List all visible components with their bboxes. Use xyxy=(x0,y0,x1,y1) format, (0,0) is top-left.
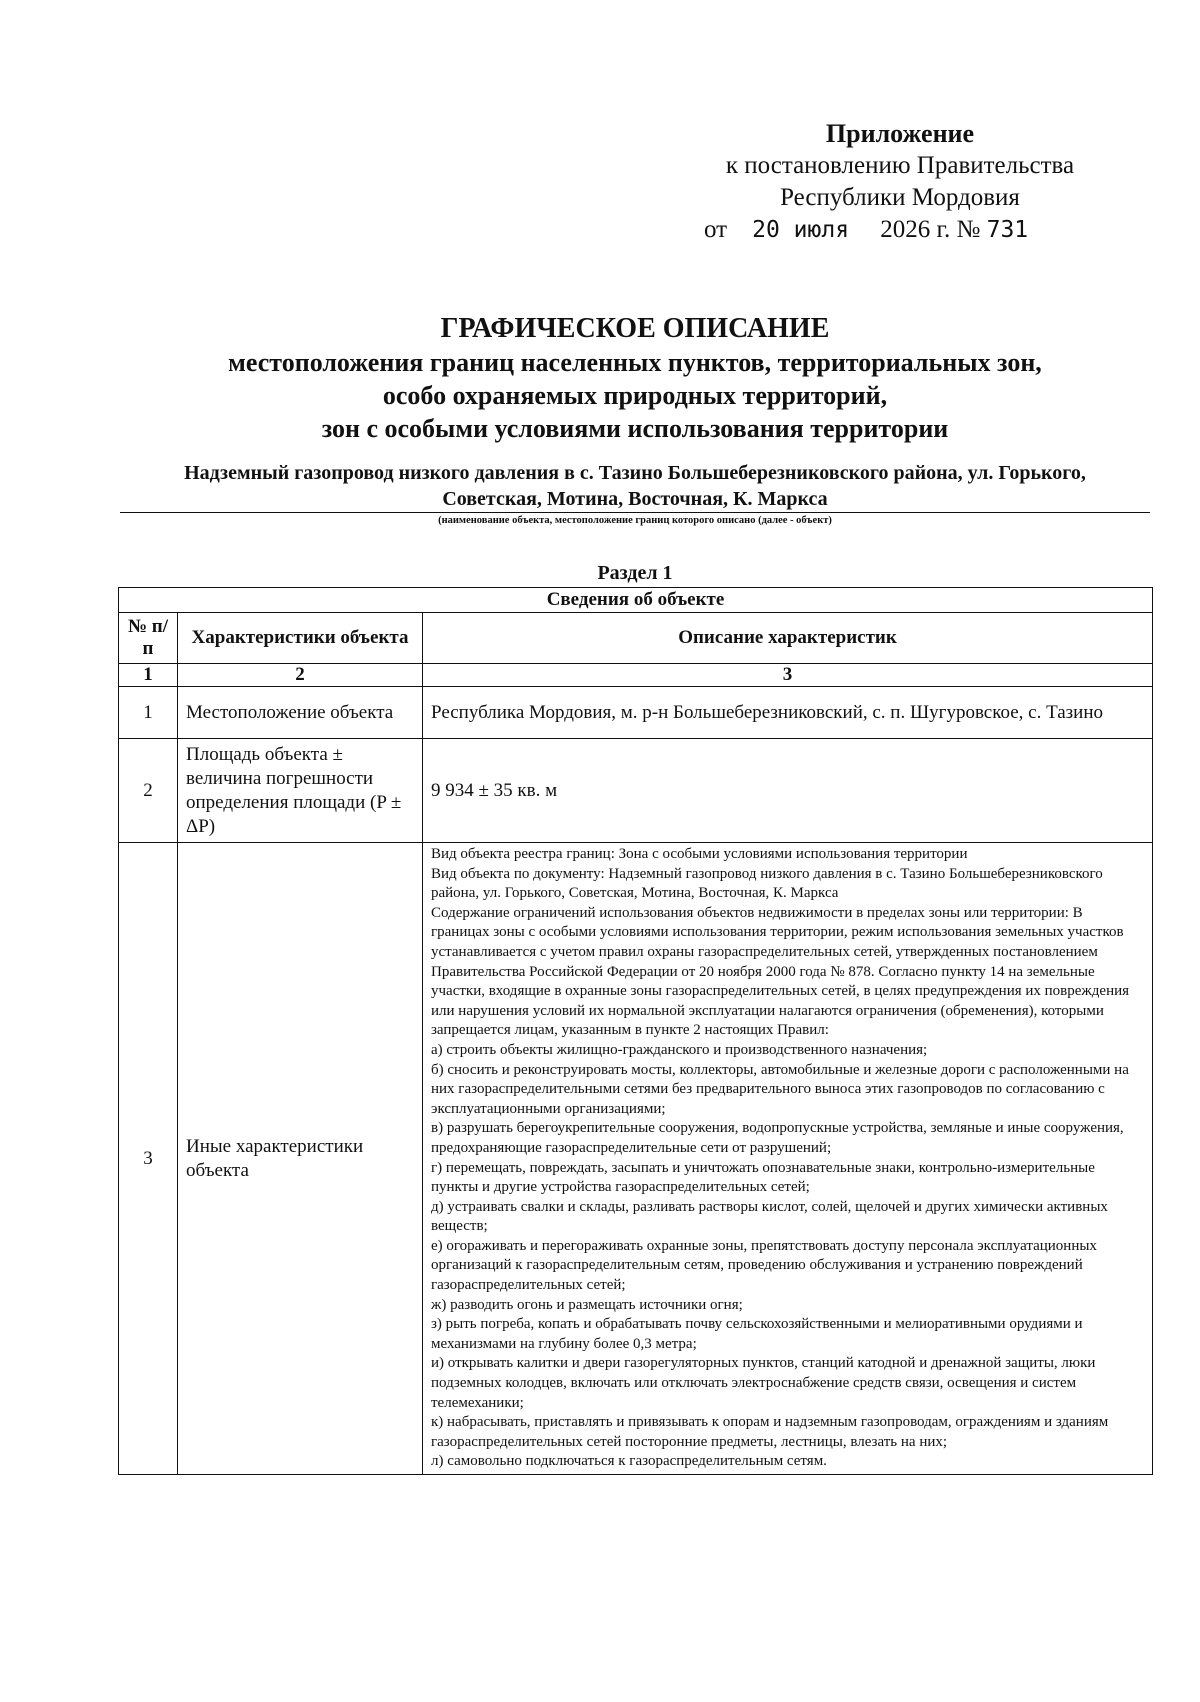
object-caption: (наименование объекта, местоположение границ которого описано (далее - объект) xyxy=(438,515,832,526)
heading-line-2: особо охраняемых природных территорий, xyxy=(382,381,888,410)
description-line: г) перемещать, повреждать, засыпать и уничтожать опознавательные знаки, контрольно-измерительные пункты и другие устройства газораспределительных сетей; xyxy=(431,1159,1095,1196)
description-line: б) сносить и реконструировать мосты, коллекторы, автомобильные и железные дороги с расположенными на них газораспределительными сетями без предварительного выноса этих газопроводов по согласованию с эксплуатационными организациями; xyxy=(431,1061,1129,1117)
row-number: 2 xyxy=(119,739,178,843)
annex-title: Приложение xyxy=(825,119,975,148)
row-characteristic: Иные характеристики объекта xyxy=(178,843,423,1475)
table-row xyxy=(119,687,1153,739)
annex-line-1: к постановлению Правительства xyxy=(725,152,1075,179)
description-line: ж) разводить огонь и размещать источники огня; xyxy=(431,1296,743,1313)
object-name-line-1: Надземный газопровод низкого давления в с. Тазино Большеберезниковского района, ул. Горького, xyxy=(184,462,1086,484)
heading-line-3: зон с особыми условиями использования территории xyxy=(321,414,949,443)
column-number-1: 1 xyxy=(119,664,178,687)
heading-title: ГРАФИЧЕСКОЕ ОПИСАНИЕ xyxy=(440,313,830,344)
annex-year: 2026 г. № xyxy=(880,216,981,243)
section-title: Раздел 1 xyxy=(597,562,673,584)
row-characteristic: Площадь объекта ± величина погрешности определения площади (P ± ΔP) xyxy=(178,739,423,843)
row-number: 1 xyxy=(119,687,178,739)
row-description: Республика Мордовия, м. р-н Большеберезниковский, с. п. Шугуровское, с. Тазино xyxy=(423,687,1153,739)
heading-line-1: местоположения границ населенных пунктов, территориальных зон, xyxy=(228,348,1042,377)
column-number-3: 3 xyxy=(423,664,1153,687)
table-caption-row xyxy=(119,588,1153,613)
description-line: е) огораживать и перегораживать охранные зоны, препятствовать доступу персонала эксплуатационных организаций к газораспределительным сетям, проведению обслуживания и устранению повреждений газораспределительных сетей; xyxy=(431,1237,1097,1294)
table-row xyxy=(119,739,1153,843)
column-number-row xyxy=(119,664,1153,687)
column-number-2: 2 xyxy=(178,664,423,687)
description-line: а) строить объекты жилищно-гражданского и производственного назначения; xyxy=(431,1041,928,1058)
object-info-table xyxy=(118,587,1153,1475)
annex-date-prefix: от xyxy=(704,216,728,243)
table-header-row xyxy=(119,613,1153,664)
description-line: и) открывать калитки и двери газорегуляторных пунктов, станций катодной и дренажной защиты, люки подземных колодцев, включать или отключать электроснабжение средств связи, освещения и систем телемеханики; xyxy=(431,1355,1096,1411)
table-row xyxy=(119,843,1153,1475)
header-characteristic: Характеристики объекта xyxy=(178,613,423,664)
header-description: Описание характеристик xyxy=(423,613,1153,664)
annex-date: 20 июля xyxy=(752,217,850,243)
row-characteristic: Местоположение объекта xyxy=(178,687,423,739)
document-heading xyxy=(120,312,1150,445)
header-no: № п/п xyxy=(119,613,178,664)
row-description: 9 934 ± 35 кв. м xyxy=(423,739,1153,843)
object-name-line-2: Советская, Мотина, Восточная, К. Маркса xyxy=(442,488,828,510)
description-line: Вид объекта реестра границ: Зона с особыми условиями использования территории xyxy=(431,846,968,862)
row-description-list xyxy=(423,843,1153,1475)
description-line: з) рыть погреба, копать и обрабатывать почву сельскохозяйственными и мелиоративными орудиями и механизмами на глубину более 0,3 метра; xyxy=(431,1316,1083,1352)
row-number: 3 xyxy=(119,843,178,1475)
description-line: л) самовольно подключаться к газораспределительным сетям. xyxy=(431,1453,827,1470)
description-line: к) набрасывать, приставлять и привязывать к опорам и надземным газопроводам, ограждениям и зданиям газораспределительных сетей посторонние предметы, лестницы, влезать на них; xyxy=(431,1414,1109,1450)
annex-date-line xyxy=(690,214,1110,246)
table-caption: Сведения об объекте xyxy=(119,588,1153,613)
annex-block xyxy=(690,118,1110,246)
annex-line-2: Республики Мордовия xyxy=(780,184,1020,211)
description-line: Содержание ограничений использования объектов недвижимости в пределах зоны или территории: В границах зоны с особыми условиями использования территории, режим использования земельных участков устанавливается с учетом правил охраны газораспределительных сетей, утвержденных постановлением Правительства Российской Федерации от 20 ноября 2000 года № 878. Согласно пункту 14 на земельные участки, входящие в охранные зоны газораспределительных сетей, в целях предупреждения их повреждения или нарушения условий их нормальной эксплуатации налагаются ограничения (обременения), которыми запрещается лицам, указанным в пункте 2 настоящих Правил: xyxy=(431,904,1130,1039)
object-name xyxy=(120,460,1150,512)
description-line: в) разрушать берегоукрепительные сооружения, водопропускные устройства, земляные и иные сооружения, предохраняющие газораспределительные сети от разрушений; xyxy=(431,1120,1124,1156)
object-underline xyxy=(120,512,1150,513)
description-line: д) устраивать свалки и склады, разливать растворы кислот, солей, щелочей и других химически активных веществ; xyxy=(431,1198,1108,1235)
annex-number: 731 xyxy=(986,217,1029,243)
description-line: Вид объекта по документу: Надземный газопровод низкого давления в с. Тазино Большеберезниковского района, ул. Горького, Советская, Мотина, Восточная, К. Маркса xyxy=(431,865,1103,902)
